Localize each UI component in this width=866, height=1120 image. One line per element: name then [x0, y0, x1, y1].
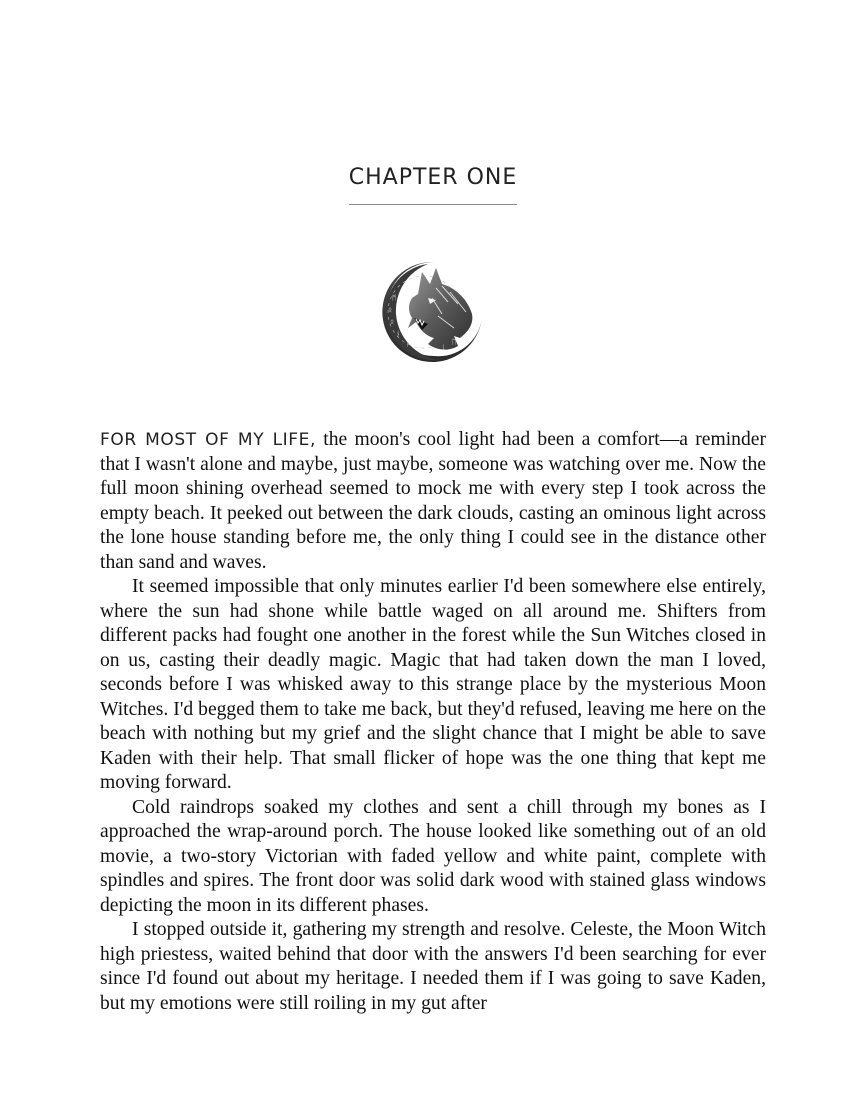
svg-text:ᚳ: ᚳ: [442, 344, 447, 352]
wolf-moon-emblem-icon: [378, 258, 486, 364]
paragraph: [100, 428, 766, 575]
svg-text:ᛟ: ᛟ: [388, 306, 393, 314]
paragraph-text: the moon's cool light had been a comfort—a reminder that I wasn't alone and maybe, just maybe, someone was watching over me. Now the full moon shining overhead seemed to mock me with every step I took across the empty beach. It peeked out between the dark clouds, casting an ominous light across the lone house standing before me, the only thing I could see in the distance other than sand and waves.: [100, 429, 766, 573]
svg-text:ᛗ: ᛗ: [392, 294, 397, 302]
svg-text:ᚾ: ᚾ: [396, 330, 401, 338]
svg-text:ᛟ: ᛟ: [390, 318, 395, 326]
chapter-body: [100, 428, 766, 1016]
paragraph: It seemed impossible that only minutes earlier I'd been somewhere else entirely, where the sun had shone while battle waged on all around me. Shifters from different packs had fought one another in the forest while the Sun Witches closed in on us, casting their deadly magic. Magic that had taken down the man I loved, seconds before I was whisked away to this strange place by the mysterious Moon Witches. I'd begged them to take me back, but they'd refused, leaving me here on the beach with nothing but my grief and the slight chance that I might be able to save Kaden with their help. That small flicker of hope was the one thing that kept me moving forward.: [100, 576, 766, 793]
paragraph: I stopped outside it, gathering my strength and resolve. Celeste, the Moon Witch high priestess, waited behind that door with the answers I'd been searching for ever since I'd found out about my heritage. I needed them if I was going to save Kaden, but my emotions were still roiling in my gut after: [100, 919, 766, 1014]
svg-text:ᛁ: ᛁ: [418, 346, 423, 354]
lead-in-small-caps: FOR MOST OF MY LIFE,: [100, 430, 316, 450]
svg-text:ᛖ: ᛖ: [452, 338, 457, 346]
svg-text:ᚹ: ᚹ: [406, 340, 411, 348]
svg-text:ᛏ: ᛏ: [430, 347, 435, 355]
chapter-heading: [0, 164, 866, 205]
chapter-title: CHAPTER ONE: [349, 164, 518, 205]
paragraph: Cold raindrops soaked my clothes and sent a chill through my bones as I approached the wrap-around porch. The house looked like something out of an old movie, a two-story Victorian with faded yellow and white paint, complete with spindles and spires. The front door was solid dark wood with stained glass windows depicting the moon in its different phases.: [100, 796, 766, 916]
